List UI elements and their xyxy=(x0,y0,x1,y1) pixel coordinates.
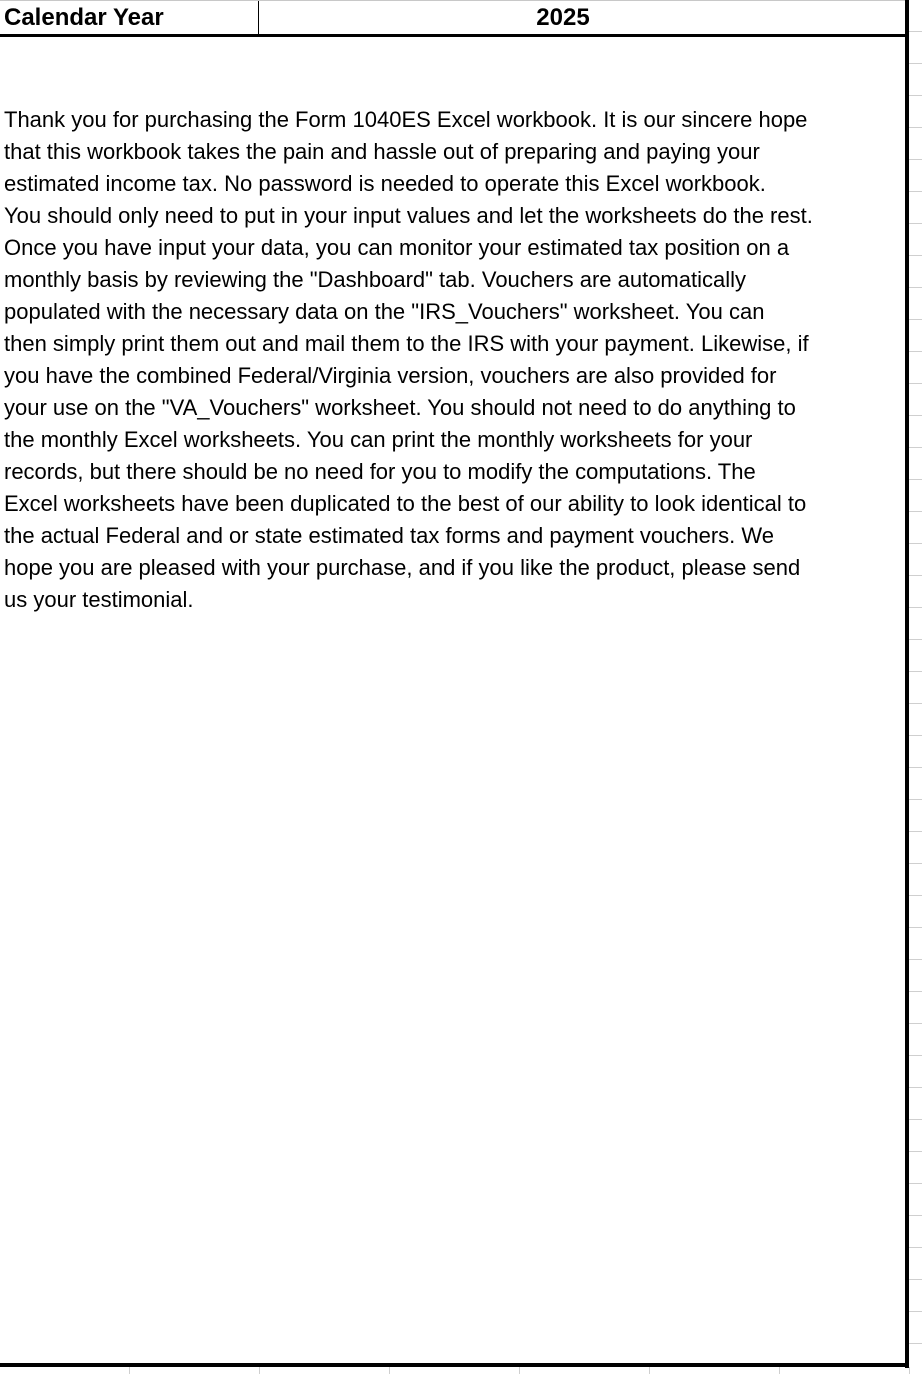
cell-border-right xyxy=(905,0,909,1368)
intro-text-line: hope you are pleased with your purchase, and if you like the product, please send xyxy=(4,555,801,580)
intro-text-line: monthly basis by reviewing the "Dashboard" tab. Vouchers are automatically xyxy=(4,267,747,292)
header-row xyxy=(0,0,907,37)
intro-text-line: then simply print them out and mail them to the IRS with your payment. Likewise, if xyxy=(4,331,809,356)
calendar-year-label-cell[interactable]: Calendar Year xyxy=(0,1,259,34)
gridlines-bottom xyxy=(0,1367,922,1374)
intro-text-line: the actual Federal and or state estimated tax forms and payment vouchers. We xyxy=(4,523,774,548)
cell-border-bottom xyxy=(0,1363,909,1367)
intro-text-line: that this workbook takes the pain and hassle out of preparing and paying your xyxy=(4,139,760,164)
calendar-year-value-cell[interactable]: 2025 xyxy=(536,4,590,31)
intro-text-line: You should only need to put in your input values and let the worksheets do the rest. xyxy=(4,203,813,228)
intro-text-line: records, but there should be no need for you to modify the computations. The xyxy=(4,459,756,484)
intro-text-line: us your testimonial. xyxy=(4,587,194,612)
intro-text-line: populated with the necessary data on the "IRS_Vouchers" worksheet. You can xyxy=(4,299,765,324)
gridlines-right xyxy=(909,0,922,1374)
intro-text-line: the monthly Excel worksheets. You can print the monthly worksheets for your xyxy=(4,427,753,452)
intro-text-line: estimated income tax. No password is needed to operate this Excel workbook. xyxy=(4,171,766,196)
intro-text-line: Thank you for purchasing the Form 1040ES Excel workbook. It is our sincere hope xyxy=(4,107,808,132)
intro-text-line: your use on the "VA_Vouchers" worksheet. You should not need to do anything to xyxy=(4,395,796,420)
intro-text-line: Excel worksheets have been duplicated to the best of our ability to look identical to xyxy=(4,491,807,516)
intro-text-cell[interactable] xyxy=(4,104,904,616)
intro-text-line: Once you have input your data, you can monitor your estimated tax position on a xyxy=(4,235,790,260)
intro-text-line: you have the combined Federal/Virginia version, vouchers are also provided for xyxy=(4,363,777,388)
